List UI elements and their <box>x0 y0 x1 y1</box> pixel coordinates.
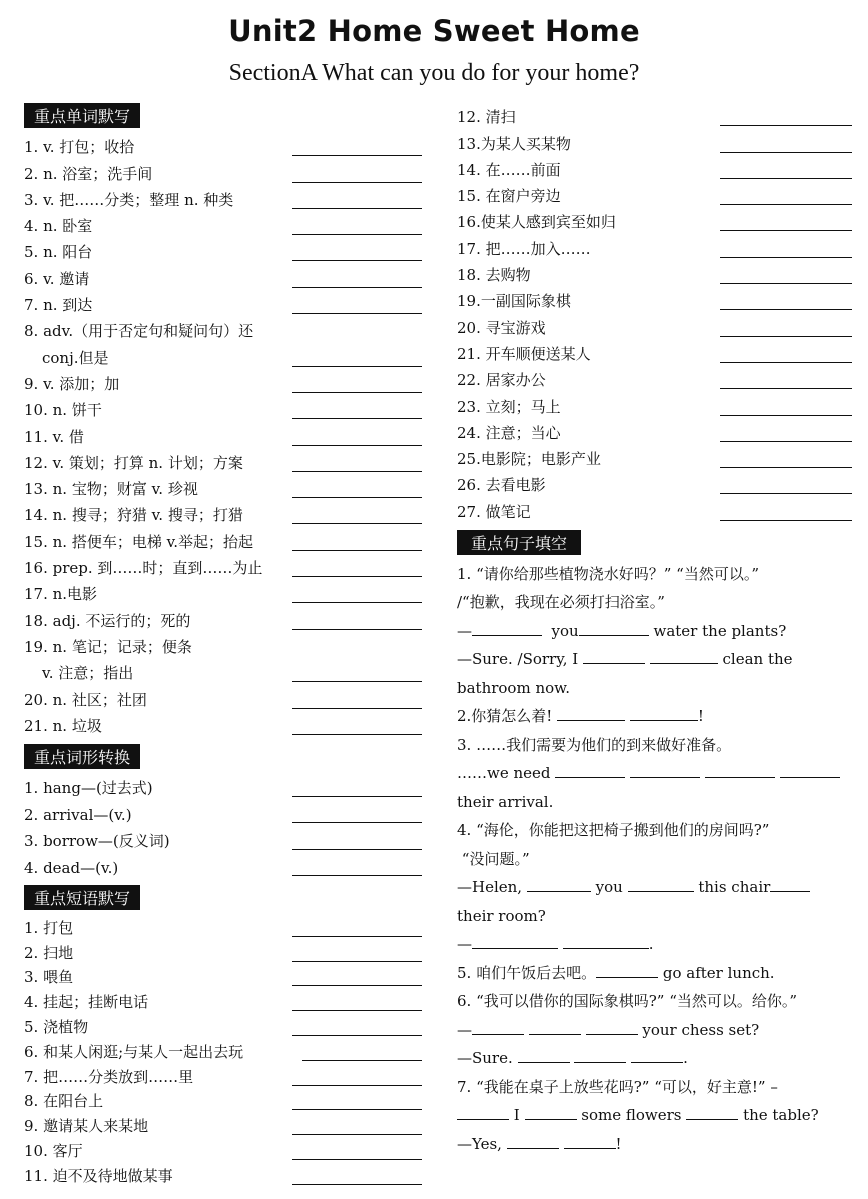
phrase-item: 9. 邀请某人来某地 <box>24 1113 426 1138</box>
answer-blank[interactable] <box>292 936 422 937</box>
phrase-item: 26. 去看电影 <box>457 471 857 497</box>
form-item: 4. dead—(v.) <box>24 853 426 879</box>
answer-blank[interactable] <box>292 629 422 630</box>
answer-blank[interactable] <box>720 230 852 231</box>
answer-blank[interactable] <box>507 1134 559 1149</box>
answer-blank[interactable] <box>292 182 422 183</box>
sentence-7-line-a: I some flowers the table? <box>457 1101 857 1130</box>
answer-blank[interactable] <box>302 1060 422 1061</box>
sentence-6-chinese: 6. “我可以借你的国际象棋吗?” “当然可以。给你。” <box>457 992 798 1011</box>
answer-blank[interactable] <box>555 763 625 778</box>
phrase-item: 13.为某人买某物 <box>457 129 857 155</box>
vocab-item: 1. v. 打包；收拾 <box>24 133 426 159</box>
answer-blank[interactable] <box>292 961 422 962</box>
phrase-item: 18. 去购物 <box>457 261 857 287</box>
answer-blank[interactable] <box>292 155 422 156</box>
vocab-item: 8. adv.（用于否定句和疑问句）还 <box>24 322 254 341</box>
answer-blank[interactable] <box>292 208 422 209</box>
phrase-item: 24. 注意；当心 <box>457 419 857 445</box>
vocab-list <box>24 133 426 738</box>
answer-blank[interactable] <box>472 934 558 949</box>
phrase-item: 16.使某人感到宾至如归 <box>457 208 857 234</box>
vocab-item: 7. n. 到达 <box>24 291 426 317</box>
answer-blank[interactable] <box>574 1048 626 1063</box>
page-title: Unit2 Home Sweet Home <box>228 14 640 48</box>
sentence-1-line-a: — you water the plants? <box>457 621 787 640</box>
vocab-item: 13. n. 宝物；财富 v. 珍视 <box>24 475 426 501</box>
sentence-3-line-b: their arrival. <box>457 792 554 811</box>
answer-blank[interactable] <box>292 287 422 288</box>
answer-blank[interactable] <box>720 204 852 205</box>
answer-blank[interactable] <box>583 649 645 664</box>
phrase-item: 8. 在阳台上 <box>24 1089 426 1114</box>
sentence-1-line-b: —Sure. /Sorry, I clean the <box>457 650 793 669</box>
answer-blank[interactable] <box>628 877 694 892</box>
vocab-item: 12. v. 策划；打算 n. 计划；方案 <box>24 449 426 475</box>
phrase-item: 3. 喂鱼 <box>24 965 426 990</box>
vocab-item: 20. n. 社区；社团 <box>24 685 426 711</box>
sentence-4-line-a: —Helen, you this chair <box>457 873 857 902</box>
answer-blank[interactable] <box>630 763 700 778</box>
answer-blank[interactable] <box>720 467 852 468</box>
answer-blank[interactable] <box>720 493 852 494</box>
answer-blank[interactable] <box>720 336 852 337</box>
answer-blank[interactable] <box>292 1159 422 1160</box>
sentence-7-chinese: 7. “我能在桌子上放些花吗?” “可以，好主意!” – <box>457 1077 778 1096</box>
vocab-item: conj.但是 <box>24 343 426 369</box>
phrase-item: 4. 挂起；挂断电话 <box>24 989 426 1014</box>
answer-blank[interactable] <box>720 441 852 442</box>
sentence-6-line-b: —Sure. . <box>457 1049 688 1068</box>
answer-blank[interactable] <box>720 520 852 521</box>
sentence-4-line-b: their room? <box>457 906 546 925</box>
form-item: 2. arrival—(v.) <box>24 800 426 826</box>
vocab-item: 19. n. 笔记；记录；便条 <box>24 637 192 656</box>
phrase-item: 6. 和某人闲逛;与某人一起出去玩 <box>24 1039 426 1064</box>
answer-blank[interactable] <box>292 796 422 797</box>
answer-blank[interactable] <box>720 125 852 126</box>
answer-blank[interactable] <box>292 497 422 498</box>
answer-blank[interactable] <box>292 985 422 986</box>
answer-blank[interactable] <box>292 1109 422 1110</box>
answer-blank[interactable] <box>292 1010 422 1011</box>
sentence-1-chinese: 1. “请你给那些植物浇水好吗？” “当然可以。” <box>457 564 760 583</box>
answer-blank[interactable] <box>292 234 422 235</box>
answer-blank[interactable] <box>686 1105 738 1120</box>
section-header-vocab: 重点单词默写 <box>24 103 140 128</box>
answer-blank[interactable] <box>292 708 422 709</box>
answer-blank[interactable] <box>292 849 422 850</box>
answer-blank[interactable] <box>650 649 718 664</box>
answer-blank[interactable] <box>292 576 422 577</box>
page-subtitle: SectionA What can you do for your home? <box>228 60 640 86</box>
phrase-item: 2. 扫地 <box>24 940 426 965</box>
phrase-item: 1. 打包 <box>24 915 426 940</box>
answer-blank[interactable] <box>579 621 649 636</box>
section-header-forms: 重点词形转换 <box>24 744 140 769</box>
phrase-item: 17. 把……加入…… <box>457 234 857 260</box>
form-list <box>24 774 426 879</box>
phrase-item: 20. 寻宝游戏 <box>457 313 857 339</box>
phrase-item: 27. 做笔记 <box>457 497 857 523</box>
vocab-item: 6. v. 邀请 <box>24 264 426 290</box>
vocab-item: 15. n. 搭便车；电梯 v.举起；抬起 <box>24 527 426 553</box>
answer-blank[interactable] <box>529 1020 581 1035</box>
answer-blank[interactable] <box>292 366 422 367</box>
answer-blank[interactable] <box>525 1105 577 1120</box>
answer-blank[interactable] <box>557 706 625 721</box>
answer-blank[interactable] <box>292 1085 422 1086</box>
sentence-list <box>457 560 857 1159</box>
answer-blank[interactable] <box>292 681 422 682</box>
vocab-item: 17. n.电影 <box>24 580 426 606</box>
phrase-item: 12. 清扫 <box>457 103 857 129</box>
phrase-item: 25.电影院；电影产业 <box>457 445 857 471</box>
sentence-5: 5. 咱们午饭后去吧。 go after lunch. <box>457 963 775 982</box>
vocab-item: 4. n. 卧室 <box>24 212 426 238</box>
vocab-item: 11. v. 借 <box>24 422 426 448</box>
answer-blank[interactable] <box>472 621 542 636</box>
sentence-7-line-b: —Yes, ! <box>457 1134 622 1153</box>
vocab-item: 16. prep. 到……时；直到……为止 <box>24 554 426 580</box>
answer-blank[interactable] <box>292 313 422 314</box>
answer-blank[interactable] <box>720 257 852 258</box>
answer-blank[interactable] <box>780 763 840 778</box>
phrase-item: 10. 客厅 <box>24 1138 426 1163</box>
answer-blank[interactable] <box>292 822 422 823</box>
answer-blank[interactable] <box>292 1134 422 1135</box>
form-item: 1. hang—(过去式) <box>24 774 426 800</box>
phrase-item: 19.一副国际象棋 <box>457 287 857 313</box>
phrase-item: 11. 迫不及待地做某事 <box>24 1163 426 1188</box>
answer-blank[interactable] <box>527 877 591 892</box>
right-column <box>457 103 857 1158</box>
answer-blank[interactable] <box>292 875 422 876</box>
section-header-phrases: 重点短语默写 <box>24 885 140 910</box>
answer-blank[interactable] <box>292 471 422 472</box>
answer-blank[interactable] <box>472 1020 524 1035</box>
vocab-item: 5. n. 阳台 <box>24 238 426 264</box>
answer-blank[interactable] <box>720 415 852 416</box>
answer-blank[interactable] <box>720 178 852 179</box>
answer-blank[interactable] <box>292 550 422 551</box>
answer-blank[interactable] <box>292 1035 422 1036</box>
answer-blank[interactable] <box>292 445 422 446</box>
answer-blank[interactable] <box>631 1048 683 1063</box>
answer-blank[interactable] <box>630 706 698 721</box>
answer-blank[interactable] <box>457 1105 509 1120</box>
sentence-4-line-c: — . <box>457 935 654 954</box>
answer-blank[interactable] <box>292 523 422 524</box>
sentence-2: 2.你猜怎么着! ! <box>457 707 704 726</box>
phrase-item: 21. 开车顺便送某人 <box>457 340 857 366</box>
answer-blank[interactable] <box>770 877 810 892</box>
answer-blank[interactable] <box>705 763 775 778</box>
sentence-1-chinese-alt: /“抱歉，我现在必须打扫浴室。” <box>457 593 665 612</box>
answer-blank[interactable] <box>292 734 422 735</box>
vocab-item: 10. n. 饼干 <box>24 396 426 422</box>
phrase-list-right <box>457 103 857 524</box>
answer-blank[interactable] <box>518 1048 570 1063</box>
answer-blank[interactable] <box>720 362 852 363</box>
answer-blank[interactable] <box>586 1020 638 1035</box>
answer-blank[interactable] <box>292 1184 422 1185</box>
section-header-sentences: 重点句子填空 <box>457 530 581 555</box>
answer-blank[interactable] <box>564 1134 616 1149</box>
phrase-item: 5. 浇植物 <box>24 1014 426 1039</box>
answer-blank[interactable] <box>720 152 852 153</box>
vocab-item: 21. n. 垃圾 <box>24 712 426 738</box>
answer-blank[interactable] <box>720 309 852 310</box>
phrase-item: 14. 在……前面 <box>457 156 857 182</box>
sentence-6-line-a: — your chess set? <box>457 1020 760 1039</box>
phrase-item: 15. 在窗户旁边 <box>457 182 857 208</box>
phrase-item: 22. 居家办公 <box>457 366 857 392</box>
answer-blank[interactable] <box>292 602 422 603</box>
vocab-item: 18. adj. 不运行的；死的 <box>24 606 426 632</box>
sentence-1-line-c: bathroom now. <box>457 678 570 697</box>
answer-blank[interactable] <box>596 963 658 978</box>
sentence-4-chinese: 4. “海伦，你能把这把椅子搬到他们的房间吗?” <box>457 821 770 840</box>
answer-blank[interactable] <box>563 934 649 949</box>
sentence-4-chinese-reply: “没问题。” <box>461 849 530 868</box>
phrase-list-left <box>24 915 426 1188</box>
vocab-item: 9. v. 添加；加 <box>24 370 426 396</box>
vocab-item: 2. n. 浴室；洗手间 <box>24 159 426 185</box>
vocab-item: v. 注意；指出 <box>24 659 426 685</box>
form-item: 3. borrow—(反义词) <box>24 826 426 852</box>
sentence-3-line-a: ……we need <box>457 759 857 788</box>
sentence-3-chinese: 3. ……我们需要为他们的到来做好准备。 <box>457 735 732 754</box>
answer-blank[interactable] <box>720 388 852 389</box>
vocab-item: 3. v. 把……分类；整理 n. 种类 <box>24 186 426 212</box>
answer-blank[interactable] <box>292 418 422 419</box>
vocab-item: 14. n. 搜寻；狩猎 v. 搜寻；打猎 <box>24 501 426 527</box>
answer-blank[interactable] <box>292 392 422 393</box>
answer-blank[interactable] <box>720 283 852 284</box>
phrase-item: 7. 把……分类放到……里 <box>24 1064 426 1089</box>
phrase-item: 23. 立刻；马上 <box>457 392 857 418</box>
left-column <box>24 103 426 1188</box>
answer-blank[interactable] <box>292 260 422 261</box>
